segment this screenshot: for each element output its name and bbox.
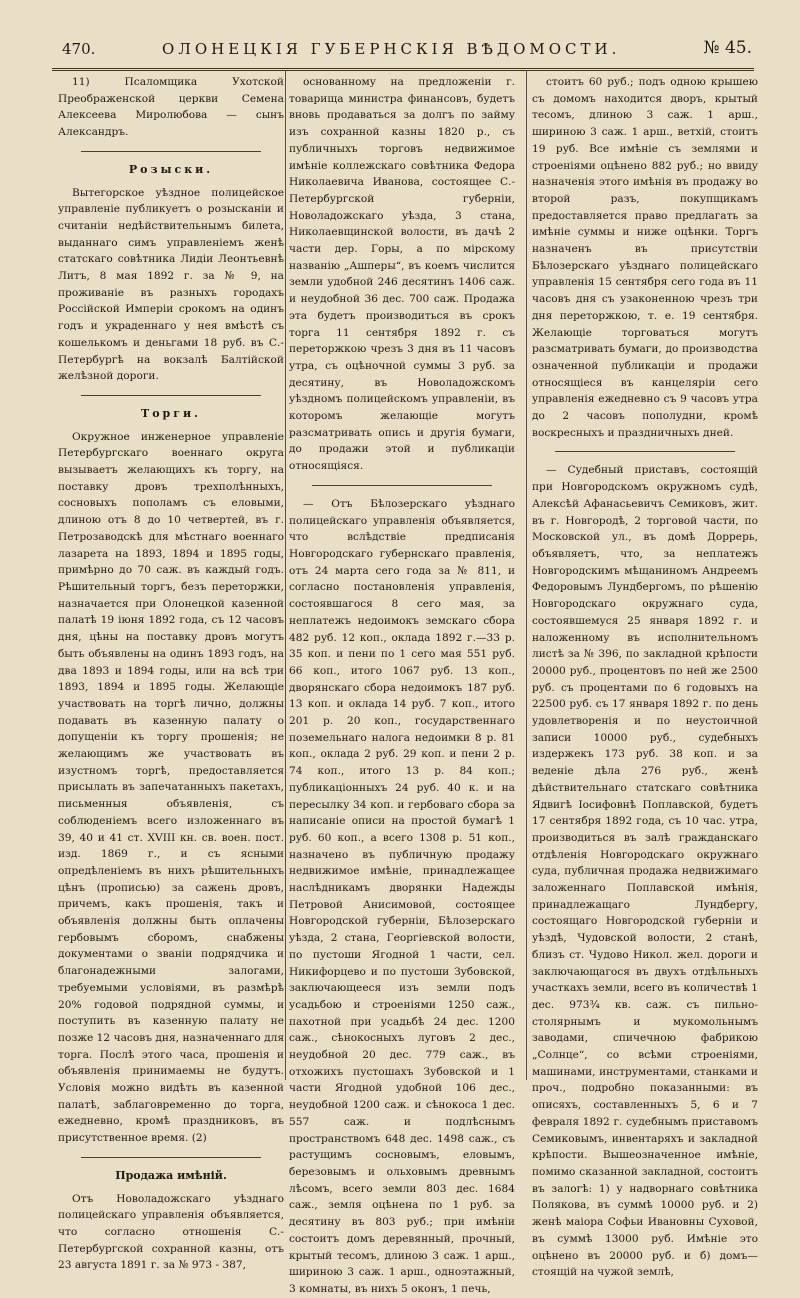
column-divider [526, 70, 527, 1080]
newspaper-title: ОЛОНЕЦКІЯ ГУБЕРНСКІЯ ВѢДОМОСТИ. [162, 40, 621, 58]
column-3 [532, 74, 758, 1279]
column-1 [58, 74, 284, 1272]
paragraph-ivanov-estate: основанному на предложеніи г. товарища министра финансовъ, будетъ вновь продаваться за долгъ по займу изъ сохранной казны 1820 р., съ публичныхъ торговъ недвижимое имѣніе коллежскаго совѣтника Федора Николаевича Иванова, состоящее С.-Петербургской губерніи, Новоладожскаго уѣзда, 3 стана, Николаевщинской волости, въ дачѣ 2 части дер. Горы, а по мірскому названію „Ашперы“, въ коемъ числится земли удобной 246 десятинъ 1406 саж. и неудобной 36 дес. 700 саж. Продажа эта будетъ производиться въ срокъ торга 11 сентября 1892 г. съ переторжкою чрезъ 3 дня въ 11 часовъ утра, съ оцѣночной суммы 3 руб. за десятину, въ Новоладожскомъ уѣздномъ полицейскомъ управленіи, въ которомъ желающіе могутъ разсматривать опись и другія бумаги, до продажи этой и публикаціи относящіяся. [289, 76, 515, 473]
section-divider [81, 395, 262, 396]
page-number: 470. [62, 40, 96, 58]
section-divider [555, 451, 736, 452]
heading-prodazha: Продажа имѣній. [115, 1168, 227, 1182]
paragraph-bailiff: — Судебный приставъ, состоящій при Новгородскомъ окружномъ судѣ, Алексѣй Афанасьевичъ Семиковъ, жит. въ г. Новгородѣ, 2 торговой части, по Московской ул., въ домѣ Доррерь, объявляетъ, что, за неплатежъ Новгородскимъ мѣщаниномъ Андреемъ Федоровымъ Лундбергомъ, по рѣшенію Новгородскаго окружнаго суда, состоявшемуся 25 января 1892 г. и наложенному въ исполнительномъ листѣ за № 396, по закладной крѣпости 20000 руб., процентовъ по ней же 2500 руб. съ процентами по 6 годовыхъ на 22500 руб. съ 17 января 1892 г. по день удовлетворенія и по неустоичной записи 10000 руб., судебныхъ издержекъ 173 руб. 38 коп. и за веденіе дѣла 276 руб., женѣ дѣйствительнаго статскаго совѣтника Ядвигѣ Іосифовнѣ Поплавской, будетъ 17 сентября 1892 года, съ 10 час. утра, производиться въ залѣ гражданскаго отдѣленія Новгородскаго окружнаго суда, публичная продажа недвижимаго заложеннаго Поплавской имѣнія, принадлежащаго Лундбергу, состоящаго Новгородской губерніи и уѣздѣ, Чудовской волости, 2 станѣ, близъ ст. Чудово Никол. жел. дороги и заключающагося въ двухъ отдѣльныхъ участкахъ земли, всего въ количествѣ 1 дес. 973¾ кв. саж. съ пильно-столярнымъ и мукомольнымъ заводами, спичечною фабрикою „Солнце“, со всѣми строеніями, машинами, инструментами, станками и проч., подробно показанными: въ описяхъ, составленныхъ 5, 6 и 7 февраля 1892 г. судебнымъ приставомъ Семиковымъ, инвентаряхъ и закладной крѣпости. Вышеозначенное имѣніе, помимо сказанной закладной, состоитъ въ залогѣ: 1) у надворнаго совѣтника Полякова, въ суммѣ 10000 руб. и 2) женѣ маіора Софьи Ивановны Суховой, въ суммѣ 13000 руб. Имѣніе это оцѣнено въ 20000 руб. и б) домъ—стоящій на чужой землѣ, [532, 464, 758, 1279]
issue-number: № 45. [703, 38, 752, 58]
paragraph-rozysk: Вытегорское уѣздное полицейское управленіе публикуетъ о розысканіи и считаніи недѣйствительнымъ билета, выданнаго симъ управленіемъ женѣ статскаго совѣтника Лидіи Леонтьевнѣ Литъ, 8 мая 1892 г. за № 9, на проживаніе въ разныхъ городахъ Россійской Имперіи срокомъ на одинъ годъ и украденнаго у нея вмѣстѣ съ кошелькомъ и деньгами 18 руб. въ С.-Петербургѣ на вокзалѣ Балтійской желѣзной дороги. [58, 186, 284, 383]
paragraph-psalmist: 11) Псаломщика Ухотской Преображенской церкви Семена Алексеева Миролюбова — сынъ Александръ. [58, 76, 284, 139]
section-divider [81, 151, 262, 152]
header-rule [52, 68, 754, 71]
paragraph-prodazha: Отъ Новоладожскаго уѣзднаго полицейскаго управленія объявляется, что согласно отношенія С.-Петербургской сохранной казны, отъ 23 августа 1891 г. за № 973 - 387, [58, 1192, 284, 1272]
heading-rozyski: Розыски. [128, 162, 214, 176]
section-divider [81, 1157, 262, 1158]
section-divider [312, 485, 493, 486]
paragraph-belozersk-cont: стоитъ 60 руб.; подъ одною крышею съ домомъ находится дворъ, крытый тесомъ, длиною 3 саж. 1 арш., шириною 3 саж. 1 арш., ветхій, стоитъ 19 руб. Все имѣніе съ землями и строеніями оцѣнено 882 руб.; но ввиду назначенія этого имѣнія въ продажу во второй разъ, покупщикамъ предоставляется право предлагать за имѣніе суммы и ниже оцѣнки. Торгъ назначенъ въ присутствіи Бѣлозерскаго уѣзднаго полицейскаго управленія 15 сентября сего года въ 11 часовъ дня съ узаконенною чрезъ три дня переторжкою, т. е. 19 сентября. Желающіе торговаться могутъ разсматривать бумаги, до производства означенной публикаціи и продажи относящіеся въ канцеляріи сего управленія ежедневно съ 9 часовъ утра до 2 часовъ пополудни, кромѣ воскресныхъ и праздничныхъ дней. [532, 76, 758, 439]
column-divider [285, 70, 286, 1080]
paragraph-torgi: Окружное инженерное управленіе Петербургскаго военнаго округа вызываетъ желающихъ къ торгу, на поставку дровъ трехполѣнныхъ, сосновыхъ пополамъ съ еловыми, длиною отъ 8 до 10 четвертей, въ г. Петрозаводскѣ для мѣстнаго военнаго лазарета на 1893, 1894 и 1895 годы, примѣрно до 70 саж. въ каждый годъ. Рѣшительный торгъ, безъ переторжки, назначается при Олонецкой казенной палатѣ 19 іюня 1892 года, съ 12 часовъ дня, цѣны на поставку дровъ могутъ быть объявлены на одинъ 1893 годъ, на два 1893 и 1894 годы, или на всѣ три 1893, 1894 и 1895 годы. Желающіе участвовать на торгѣ лично, должны подавать въ казенную палату о допущеніи къ торгу прошенія; не желающимъ же участвовать въ изустномъ торгѣ, предоставляется присылать въ запечатанныхъ пакетахъ, письменныя объявленія, съ соблюденіемъ всего изложеннаго въ 39, 40 и 41 ст. XVIII кн. св. воен. пост. изд. 1869 г., и съ ясными опредѣленіемъ въ нихъ рѣшительныхъ цѣнъ (прописью) за сажень дровъ, причемъ, какъ прошенія, такъ и объявленія должны быть оплачены гербовымъ сборомъ, снабжены документами о званіи подрядчика и благонадежными залогами, требуемыми условіями, въ размѣрѣ 20% годовой подрядной суммы, и поступить въ казенную палату не позже 12 часовъ дня, назначеннаго для торга. Послѣ этого часа, прошенія и объявленія принимаемы не будутъ. Условія можно видѣть въ казенной палатѣ, заблаговременно до торга, ежедневно, кромѣ праздниковъ, въ присутственное время. (2) [58, 430, 284, 1145]
column-2 [289, 74, 515, 1295]
paragraph-belozersk: — Отъ Бѣлозерскаго уѣзднаго полицейскаго управленія объявляется, что вслѣдствіе предписанія Новгородскаго губернскаго правленія, отъ 24 марта сего года за № 811, и согласно постановленія управленія, состоявшагося 8 сего мая, за неплатежъ недоимокъ земскаго сбора 482 руб. 12 коп., оклада 1892 г.—33 р. 35 коп. и пени по 1 сего мая 551 руб. 66 коп., итого 1067 руб. 13 коп., дворянскаго сбора недоимокъ 187 руб. 13 коп. и оклада 14 руб. 7 коп., итого 201 р. 20 коп., государственнаго поземельнаго налога недоимки 8 р. 81 коп., оклада 2 руб. 29 коп. и пени 2 р. 74 коп., итого 13 р. 84 коп.; публикаціонныхъ 24 руб. 40 к. и на пересылку 34 коп. и гербоваго сбора за написаніе описи на простой бумагѣ 1 руб. 60 коп., а всего 1308 р. 51 коп., назначено въ публичную продажу недвижимое имѣніе, принадлежащее наслѣдникамъ дворянки Надежды Петровой Анисимовой, состоящее Новгородской губерніи, Бѣлозерскаго уѣзда, 2 стана, Георгіевской волости, по пустоши Ягодной 1 части, сел. Никифорцево и по пустоши Зубовской, заключающееся изъ земли подъ усадьбою и строеніями 1250 саж., пахотной при усадьбѣ 24 дес. 1200 саж., сѣнокосныхъ луговъ 2 дес., неудобной 20 дес. 779 саж., въ отхожихъ пустошахъ Зубовской и 1 части Ягодной удобной 106 дес., неудобной 1200 саж. и сѣнокоса 1 дес. 557 саж. и подлѣснымъ пространствомъ 648 дес. 1498 саж., съ растущимъ сосновымъ, еловымъ, березовымъ и ольховымъ древнымъ лѣсомъ, всего земли 803 дес. 1684 саж., земля оцѣнена по 1 руб. за десятину въ 803 руб.; при имѣніи состоитъ домъ деревянный, прочный, крытый тесомъ, длиною 3 саж. 1 арш., шириною 3 саж. 1 арш., одноэтажный, 3 комнаты, въ нихъ 5 оконъ, 1 печь, [289, 497, 515, 1295]
heading-torgi: Торги. [141, 406, 201, 420]
page-header [52, 26, 752, 58]
